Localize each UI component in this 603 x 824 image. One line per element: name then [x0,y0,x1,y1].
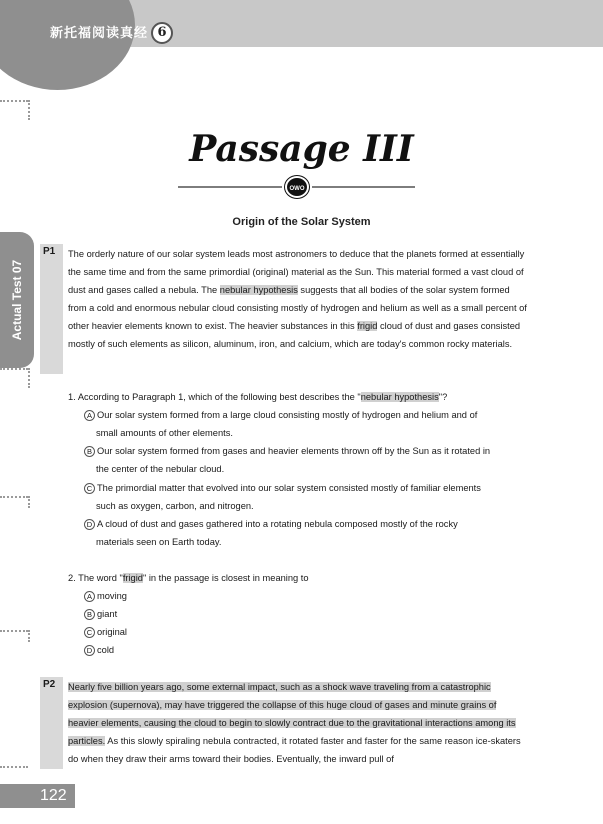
q2-prefix: 2. The word " [68,573,123,583]
paragraph-label-p2 [40,677,63,769]
passage-title: Passage III [189,128,414,170]
option-letter-d: D [84,519,95,530]
option-letter-c: C [84,483,95,494]
option-letter-b: B [84,446,95,457]
option-letter-b: B [84,609,95,620]
page-number: 122 [40,787,67,804]
p1-text-b: suggests that all bodies of the solar system formed from a cold and enormous nebular cloud consisting mostly of hydrogen and helium as well as a small percent of other heavier elements known to exist. The heavier substances in this [68,285,527,331]
option-letter-a: A [84,591,95,602]
p2-text: As this slowly spiraling nebula contracted, it rotated faster and faster for the same reason ice-skaters do when they draw their arms toward their bodies. Eventually, the inward pull of [68,736,521,764]
section-title: Origin of the Solar System [232,216,371,228]
edge-dots [28,496,30,508]
option-text: giant [97,609,118,619]
q1-option-c[interactable] [84,479,529,515]
option-text: materials seen on Earth today. [96,537,222,547]
q1-highlight: nebular hypothesis [360,392,439,402]
paragraph-1 [68,245,528,353]
p1-highlight-frigid: frigid [357,321,378,331]
header-corner-decoration [0,0,135,90]
edge-dots [0,100,28,102]
q2-highlight: frigid [122,573,143,583]
q1-option-d[interactable] [84,515,529,551]
option-text: original [97,627,127,637]
edge-dots [0,496,28,498]
q2-option-d[interactable] [84,641,529,659]
option-text: The primordial matter that evolved into our solar system consisted mostly of familiar elements [97,483,481,493]
option-letter-c: C [84,627,95,638]
q2-suffix: " in the passage is closest in meaning to [142,573,309,583]
option-text: Our solar system formed from gases and heavier elements thrown off by the Sun as it rotated in [97,446,491,456]
option-text: the center of the nebular cloud. [96,464,225,474]
side-tab-label: Actual Test 07 [10,259,24,341]
book-number-badge: 6 [151,22,173,44]
q2-option-b[interactable] [84,605,529,623]
edge-dots [0,368,28,370]
owo-logo-badge: OWO [285,176,309,198]
option-text: moving [97,591,127,601]
divider-right [312,186,415,188]
option-text: such as oxygen, carbon, and nitrogen. [96,501,254,511]
divider-left [178,186,282,188]
p2-highlight: Nearly five billion years ago, some external impact, such as a shock wave traveling from a catastrophic explosion (supernova), may have triggered the collapse of this huge cloud of gases and minute grains of heavier elements, causing the cloud to begin to slowly contract due to the gravitational interactions among its particles. [68,682,516,746]
paragraph-label-text: P1 [43,246,56,257]
option-text: A cloud of dust and gases gathered into a rotating nebula composed mostly of the rocky [97,519,458,529]
option-text: cold [97,645,115,655]
book-title: 新托福阅读真经 [50,25,149,40]
question-1 [68,388,528,406]
q2-option-a[interactable] [84,587,529,605]
edge-dots [28,100,30,120]
paragraph-label-text: P2 [43,679,56,690]
option-letter-d: D [84,645,95,656]
edge-dots [0,630,28,632]
p1-text-c: cloud of dust and gases consisted mostly of such elements as silicon, aluminum, iron, and calcium, which are today's common rocky materials. [68,321,521,349]
q1-option-b[interactable] [84,442,529,478]
p1-text-a: The orderly nature of our solar system leads most astronomers to deduce that the planets formed at essentially the same time and from the same primordial (original) material as the Sun. This material formed a vast cloud of dust and gases called a nebula. The [68,249,525,295]
edge-dots [28,630,30,642]
edge-dots [0,766,28,768]
q1-prefix: 1. According to Paragraph 1, which of the following best describes the " [68,392,361,402]
q2-option-c[interactable] [84,623,529,641]
question-2 [68,569,528,587]
paragraph-label-p1 [40,244,63,374]
edge-dots [28,368,30,388]
option-text: small amounts of other elements. [96,428,233,438]
paragraph-2 [68,678,528,768]
option-text: Our solar system formed from a large cloud consisting mostly of hydrogen and helium and of [97,410,478,420]
q1-suffix: "? [438,392,448,402]
q1-option-a[interactable] [84,406,529,442]
p1-highlight-nebular-hypothesis: nebular hypothesis [219,285,298,295]
option-letter-a: A [84,410,95,421]
